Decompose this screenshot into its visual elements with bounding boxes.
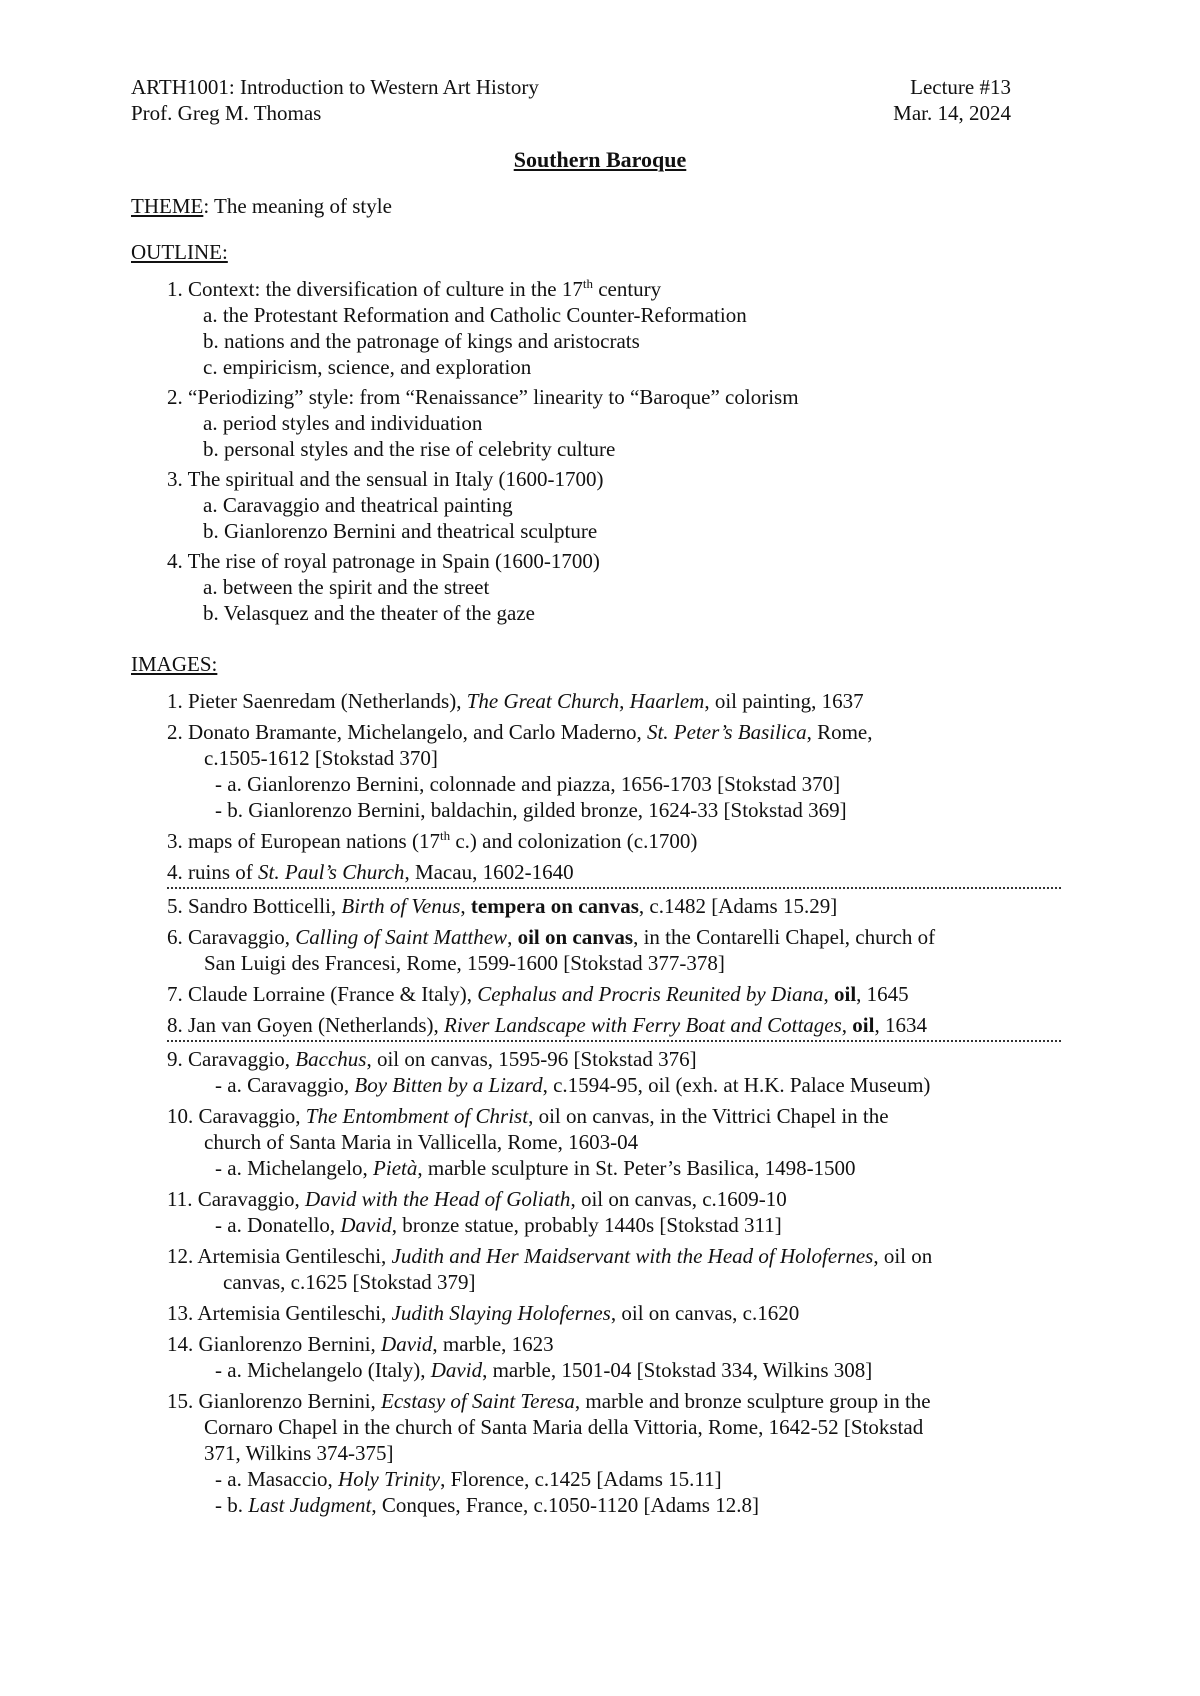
medium-bold: oil: [852, 1013, 875, 1037]
entry-text: - a. Masaccio,: [215, 1467, 339, 1491]
professor-name: Prof. Greg M. Thomas: [131, 101, 322, 125]
entry-text: 11. Caravaggio,: [167, 1187, 306, 1211]
entry-text: , marble and bronze sculpture group in the: [574, 1389, 931, 1413]
entry-text: , oil painting, 1637: [704, 689, 864, 713]
entry-text: , marble sculpture in St. Peter’s Basilica, 1498-1500: [417, 1156, 856, 1180]
theme-line: [131, 193, 392, 219]
entry-continuation: Cornaro Chapel in the church of Santa Maria della Vittoria, Rome, 1642-52 [Stokstad: [204, 1415, 924, 1439]
entry-text: ,: [841, 1013, 853, 1037]
artwork-title: Judith and Her Maidservant with the Head of Holofernes: [391, 1244, 874, 1268]
entry-text: 9. Caravaggio,: [167, 1047, 296, 1071]
artwork-title: River Landscape with Ferry Boat and Cottages: [444, 1013, 842, 1037]
lecture-number: Lecture #13: [910, 75, 1011, 99]
entry-text: - a. Michelangelo,: [215, 1156, 374, 1180]
artwork-title: David: [381, 1332, 433, 1356]
image-entry: [167, 1388, 1067, 1518]
image-entry: [167, 1331, 1067, 1383]
image-entry: [167, 719, 1067, 823]
outline-item: [167, 466, 1067, 544]
entry-subitem: - b. Gianlorenzo Bernini, baldachin, gilded bronze, 1624-33 [Stokstad 369]: [215, 798, 847, 822]
image-entry: [167, 981, 1067, 1007]
entry-text: 5. Sandro Botticelli,: [167, 894, 342, 918]
entry-subitem: [167, 1492, 1067, 1518]
outline-subitem: b. Gianlorenzo Bernini and theatrical sculpture: [203, 519, 598, 543]
entry-text: , in the Contarelli Chapel, church of: [633, 925, 936, 949]
entry-text: , 1645: [856, 982, 909, 1006]
entry-text: - a. Donatello,: [215, 1213, 341, 1237]
entry-text: , c.1594-95, oil (exh. at H.K. Palace Museum): [542, 1073, 931, 1097]
entry-text: , Macau, 1602-1640: [404, 860, 574, 884]
image-entry: [167, 859, 1067, 885]
superscript: th: [582, 276, 593, 291]
medium-bold: oil: [833, 982, 857, 1006]
outline-item-title: 3. The spiritual and the sensual in Italy (1600-1700): [167, 467, 604, 491]
images-heading: IMAGES:: [131, 652, 218, 676]
outline-text: 1. Context: the diversification of culture in the 17: [167, 277, 583, 301]
artwork-title: Calling of Saint Matthew: [295, 925, 508, 949]
entry-text: - a. Michelangelo (Italy),: [215, 1358, 431, 1382]
artwork-title: Boy Bitten by a Lizard: [354, 1073, 543, 1097]
entry-continuation: canvas, c.1625 [Stokstad 379]: [223, 1270, 476, 1294]
entry-text: 7. Claude Lorraine (France & Italy),: [167, 982, 478, 1006]
artwork-title: The Entombment of Christ: [305, 1104, 529, 1128]
medium-bold: tempera on canvas: [470, 894, 639, 918]
entry-text: 14. Gianlorenzo Bernini,: [167, 1332, 382, 1356]
artwork-title: Bacchus: [295, 1047, 367, 1071]
artwork-title: Last Judgment: [248, 1493, 372, 1517]
entry-continuation: c.1505-1612 [Stokstad 370]: [204, 746, 438, 770]
entry-text: , marble, 1623: [432, 1332, 554, 1356]
superscript: th: [439, 828, 451, 843]
image-entry: [167, 1046, 1067, 1098]
medium-bold: oil on canvas: [517, 925, 634, 949]
outline-subitem: c. empiricism, science, and exploration: [203, 355, 532, 379]
image-entry: [167, 828, 1067, 854]
artwork-title: David with the Head of Goliath: [305, 1187, 571, 1211]
outline-item: [167, 548, 1067, 626]
image-entry: [167, 924, 1067, 976]
artwork-title: Cephalus and Procris Reunited by Diana: [477, 982, 824, 1006]
entry-text: , 1634: [874, 1013, 927, 1037]
outline-item-title: 4. The rise of royal patronage in Spain (1600-1700): [167, 549, 600, 573]
entry-subitem: [167, 1212, 1067, 1238]
entry-text: 13. Artemisia Gentileschi,: [167, 1301, 392, 1325]
entry-text: 6. Caravaggio,: [167, 925, 296, 949]
artwork-title: The Great Church, Haarlem: [466, 689, 705, 713]
entry-text: , Conques, France, c.1050-1120 [Adams 12.8]: [371, 1493, 759, 1517]
page-title: Southern Baroque: [513, 147, 687, 172]
artwork-title: Pietà: [373, 1156, 418, 1180]
outline-list: [167, 276, 1067, 626]
artwork-title: David: [430, 1358, 483, 1382]
entry-subitem: [167, 1466, 1067, 1492]
course-title: ARTH1001: Introduction to Western Art History: [131, 75, 539, 99]
entry-text: , oil on canvas, c.1620: [610, 1301, 800, 1325]
entry-subitem: [167, 1072, 1067, 1098]
artwork-title: St. Paul’s Church: [258, 860, 405, 884]
entry-text: 8. Jan van Goyen (Netherlands),: [167, 1013, 444, 1037]
artwork-title: Birth of Venus: [341, 894, 461, 918]
outline-subitem: b. personal styles and the rise of celebrity culture: [203, 437, 616, 461]
entry-continuation: church of Santa Maria in Vallicella, Rome, 1603-04: [204, 1130, 639, 1154]
image-entry: [167, 893, 1067, 919]
entry-text: 15. Gianlorenzo Bernini,: [167, 1389, 382, 1413]
outline-text: century: [592, 277, 662, 301]
entry-continuation: 371, Wilkins 374-375]: [204, 1441, 394, 1465]
entry-text: , oil on canvas, in the Vittrici Chapel in the: [528, 1104, 889, 1128]
image-entry: [167, 1012, 1067, 1038]
artwork-title: David: [340, 1213, 392, 1237]
outline-heading: OUTLINE:: [131, 240, 228, 264]
entry-text: 10. Caravaggio,: [167, 1104, 306, 1128]
entry-text: , Rome,: [806, 720, 873, 744]
entry-text: , marble, 1501-04 [Stokstad 334, Wilkins 308]: [482, 1358, 873, 1382]
dotted-divider: [167, 1040, 1061, 1042]
outline-subitem: b. Velasquez and the theater of the gaze: [203, 601, 535, 625]
entry-text: 3. maps of European nations (17: [167, 829, 440, 853]
entry-text: ,: [823, 982, 834, 1006]
outline-item-title: [167, 276, 1067, 302]
entry-text: 12. Artemisia Gentileschi,: [167, 1244, 392, 1268]
image-entry: [167, 1186, 1067, 1238]
entry-text: ,: [460, 894, 471, 918]
entry-text: , bronze statue, probably 1440s [Stokstad 311]: [391, 1213, 782, 1237]
image-entry: [167, 1300, 1067, 1326]
entry-text: ,: [507, 925, 518, 949]
entry-text: , oil on canvas, 1595-96 [Stokstad 376]: [366, 1047, 697, 1071]
document-header: [131, 74, 1011, 126]
entry-text: 2. Donato Bramante, Michelangelo, and Carlo Maderno,: [167, 720, 647, 744]
entry-text: 1. Pieter Saenredam (Netherlands),: [167, 689, 467, 713]
image-entry: [167, 1243, 1067, 1295]
entry-subitem: [167, 1357, 1067, 1383]
theme-text: : The meaning of style: [203, 194, 392, 218]
image-entry: [167, 1103, 1067, 1181]
outline-subitem: a. between the spirit and the street: [203, 575, 490, 599]
entry-text: - b.: [215, 1493, 249, 1517]
entry-text: , c.1482 [Adams 15.29]: [638, 894, 838, 918]
entry-text: , oil on canvas, c.1609-10: [570, 1187, 787, 1211]
lecture-date: Mar. 14, 2024: [893, 101, 1011, 125]
outline-item-title: 2. “Periodizing” style: from “Renaissance” linearity to “Baroque” colorism: [167, 385, 799, 409]
entry-text: c.) and colonization (c.1700): [450, 829, 698, 853]
outline-subitem: a. Caravaggio and theatrical painting: [203, 493, 513, 517]
theme-label: THEME: [131, 194, 204, 218]
dotted-divider: [167, 887, 1061, 889]
entry-subitem: [167, 1155, 1067, 1181]
outline-item: [167, 384, 1067, 462]
entry-subitem: - a. Gianlorenzo Bernini, colonnade and piazza, 1656-1703 [Stokstad 370]: [215, 772, 841, 796]
images-list: [167, 688, 1067, 1523]
artwork-title: Judith Slaying Holofernes: [391, 1301, 611, 1325]
entry-text: 4. ruins of: [167, 860, 258, 884]
outline-item: [167, 276, 1067, 380]
artwork-title: St. Peter’s Basilica: [646, 720, 807, 744]
outline-subitem: b. nations and the patronage of kings and aristocrats: [203, 329, 640, 353]
entry-text: - a. Caravaggio,: [215, 1073, 355, 1097]
image-entry: [167, 688, 1067, 714]
outline-subitem: a. the Protestant Reformation and Catholic Counter-Reformation: [203, 303, 747, 327]
outline-subitem: a. period styles and individuation: [203, 411, 483, 435]
artwork-title: Holy Trinity: [338, 1467, 441, 1491]
entry-continuation: San Luigi des Francesi, Rome, 1599-1600 [Stokstad 377-378]: [204, 951, 725, 975]
artwork-title: Ecstasy of Saint Teresa: [381, 1389, 575, 1413]
entry-text: , Florence, c.1425 [Adams 15.11]: [440, 1467, 722, 1491]
entry-text: , oil on: [873, 1244, 933, 1268]
